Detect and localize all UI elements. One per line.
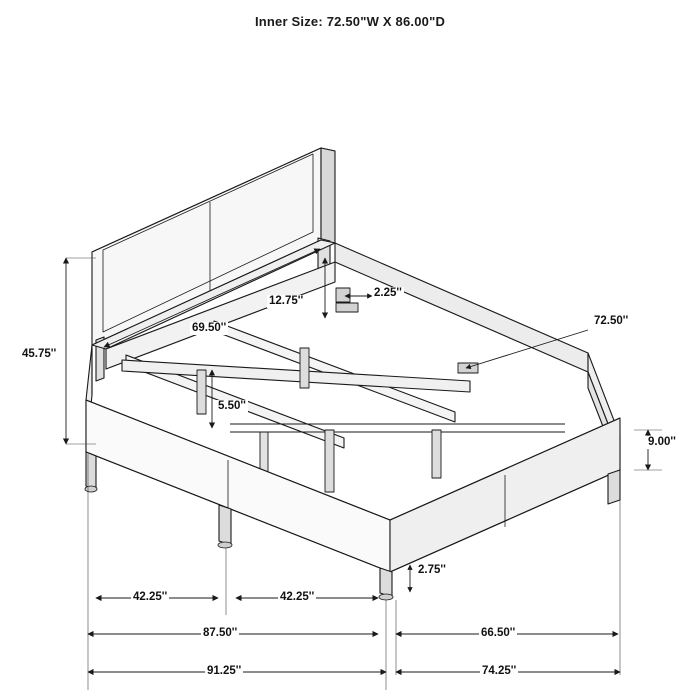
- label-deck-height: 9.00'': [648, 436, 676, 448]
- label-inner-width: 72.50'': [594, 315, 629, 327]
- label-right-span: 42.25'': [280, 591, 315, 603]
- label-headboard-width: 69.50'': [192, 322, 227, 334]
- label-rail-thickness: 2.25'': [374, 287, 402, 299]
- label-leg-height: 2.75'': [418, 564, 446, 576]
- label-front-span: 87.50'': [203, 627, 238, 639]
- label-side-span: 66.50'': [481, 627, 516, 639]
- label-left-span: 42.25'': [133, 591, 168, 603]
- bed-illustration: [85, 148, 620, 600]
- page-title: Inner Size: 72.50"W X 86.00"D: [254, 14, 446, 29]
- label-overall-depth: 74.25'': [482, 665, 517, 677]
- label-panel-drop: 12.75'': [269, 295, 304, 307]
- label-overall-length: 91.25'': [207, 665, 242, 677]
- label-slat-height: 5.50'': [218, 400, 246, 412]
- label-headboard-height: 45.75'': [22, 348, 57, 360]
